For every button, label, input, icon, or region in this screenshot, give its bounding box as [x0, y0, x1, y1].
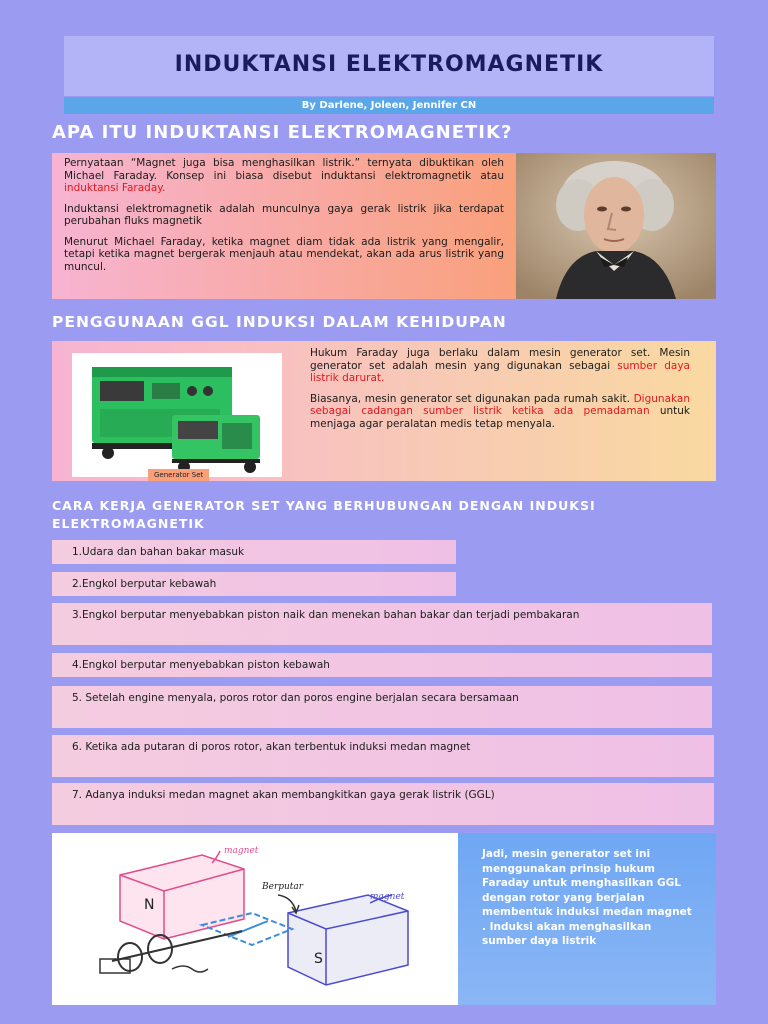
usage-paragraph-1-text: Hukum Faraday juga berlaku dalam mesin generator set. Mesin generator set adalah mesin yang digunakan sebagai [310, 347, 690, 372]
usage-box [52, 341, 716, 481]
section3-heading: CARA KERJA GENERATOR SET YANG BERHUBUNGAN DENGAN INDUKSI ELEKTROMAGNETIK [52, 498, 596, 531]
title-box [64, 36, 714, 96]
step-item-4: 4.Engkol berputar menyebabkan piston kebawah [52, 653, 712, 677]
faraday-portrait [516, 153, 716, 299]
intro-paragraph-3: Menurut Michael Faraday, ketika magnet diam tidak ada listrik yang mengalir, tetapi ketika magnet bergerak menjauh atau mendekat, akan ada arus listrik yang muncul. [64, 235, 504, 273]
generator-image-card [72, 353, 282, 477]
portrait-image [516, 153, 716, 299]
label-magnet-right: magnet [370, 892, 405, 902]
usage-paragraph-1-highlight: sumber daya listrik darurat. [310, 359, 690, 384]
generator-caption: Generator Set [148, 469, 209, 481]
conclusion-box [458, 833, 716, 1005]
step-item-1: 1.Udara dan bahan bakar masuk [52, 540, 456, 564]
usage-paragraph-2-end: untuk menjaga agar peralatan medis tetap menyala. [310, 405, 690, 430]
author-bar: By Darlene, Joleen, Jennifer CN [64, 97, 714, 114]
intro-paragraph-1-text: Pernyataan “Magnet juga bisa menghasilkan listrik.” ternyata dibuktikan oleh Michael Faraday. Konsep ini biasa disebut induktansi elektromagnetik atau [64, 157, 504, 182]
step-item-7: 7. Adanya induksi medan magnet akan membangkitkan gaya gerak listrik (GGL) [52, 783, 714, 825]
label-s: S [314, 951, 323, 967]
step-item-6: 6. Ketika ada putaran di poros rotor, akan terbentuk induksi medan magnet [52, 735, 714, 777]
intro-paragraph-1 [64, 157, 504, 195]
page-title: INDUKTANSI ELEKTROMAGNETIK [174, 52, 604, 77]
usage-paragraph-1 [310, 347, 690, 385]
intro-text-box [52, 153, 516, 299]
section1-heading: APA ITU INDUKTANSI ELEKTROMAGNETIK? [52, 122, 513, 143]
diagram-box [52, 833, 716, 1005]
label-n: N [144, 897, 155, 913]
label-berputar: Berputar [262, 882, 304, 892]
label-magnet-top: magnet [224, 846, 259, 856]
intro-paragraph-2: Induktansi elektromagnetik adalah munculnya gaya gerak listrik jika terdapat perubahan fluks magnetik [64, 202, 504, 227]
conclusion-text: Jadi, mesin generator set ini menggunakan prinsip hukum Faraday untuk menghasilkan GGL dengan rotor yang berjalan membentuk induksi medan magnet . Induksi akan menghasilkan sumber daya listrik [482, 848, 692, 947]
usage-paragraph-2-highlight: Digunakan sebagai cadangan sumber listrik ketika ada pemadaman [310, 392, 690, 417]
generator-diagram [52, 833, 458, 1005]
usage-paragraph-2-text: Biasanya, mesin generator set digunakan pada rumah sakit. [310, 392, 634, 405]
step-item-2: 2.Engkol berputar kebawah [52, 572, 456, 596]
usage-paragraph-2 [310, 393, 690, 431]
section2-heading: PENGGUNAAN GGL INDUKSI DALAM KEHIDUPAN [52, 313, 507, 331]
intro-paragraph-1-highlight: induktansi Faraday. [64, 182, 166, 194]
step-item-3: 3.Engkol berputar menyebabkan piston naik dan menekan bahan bakar dan terjadi pembakaran [52, 603, 712, 645]
usage-text [310, 347, 690, 438]
step-item-5: 5. Setelah engine menyala, poros rotor dan poros engine berjalan secara bersamaan [52, 686, 712, 728]
generator-image [72, 353, 282, 477]
